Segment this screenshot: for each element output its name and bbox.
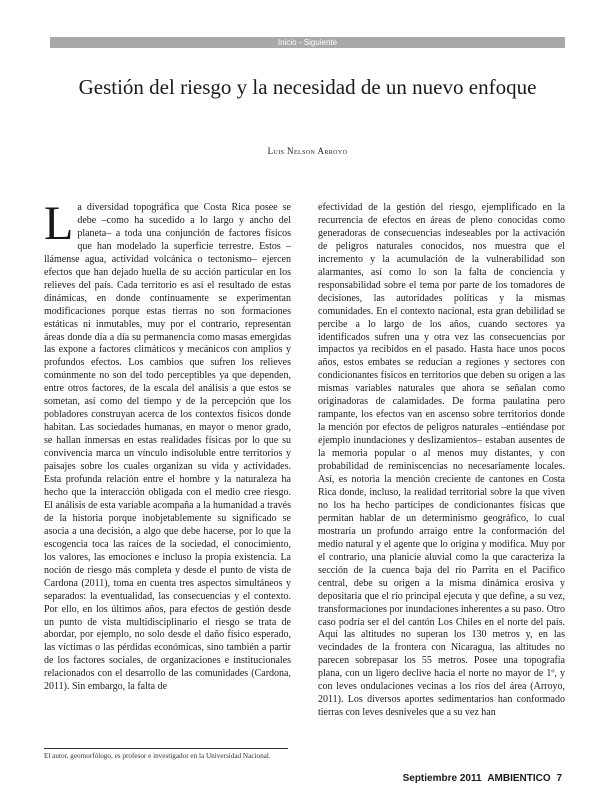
article-author: Luis Nelson Arroyo [267,146,348,156]
siguiente-link[interactable]: Siguiente [303,38,338,47]
footnote-divider [44,748,288,749]
drop-cap: L [44,197,74,250]
page-footer [400,773,562,784]
inicio-link[interactable]: Inicio [277,38,297,47]
left-column-text: a diversidad topográfica que Costa Rica posee se debe –como ha sucedido a lo largo y ancho del planeta– a toda una conjunción de factores físicos que han modelado la superficie terrestre. Estos –llámense agua, actividad volcánica o tectonismo– ejercen efectos que han dejado huella de su acción particular en los relieves del país. Cada territorio es así el resultado de estas dinámicas, en donde continuamente se experimentan modificaciones porque estas tierras no son formaciones estáticas ni inmutables, muy por el contrario, representan áreas donde día a día su permanencia como masas emergidas las expone a factores climáticos y mecánicos con amplios y profundos efectos. Los cambios que sufren los relieves comúnmente no son del todo perceptibles ya que dependen, entre otros factores, de la escala del análisis a que estos se sometan, así como del tiempo y de la percepción que los pobladores construyan acerca de los contextos físicos donde habitan. Las sociedades humanas, en mayor o menor grado, se hallan inmersas en estas realidades físicas por lo que su convivencia marca un vínculo indisoluble entre territorios y paisajes sobre los cuales organizan su vida y actividades. Esta profunda relación entre el hombre y la naturaleza ha hecho que la interacción obligada con el medio cree riesgo. El análisis de esta variable acompaña a la humanidad a través de la historia porque inobjetablemente su significado se asocia a una decisión, a algo que debe hacerse, por lo que la escogencia toca las raíces de la sociedad, el conocimiento, los valores, las emociones e incluso la propia existencia. La noción de riesgo más completa y desde el punto de vista de Cardona (2011), toma en cuenta tres aspectos simultáneos y separados: la eventualidad, las consecuencias y el contexto. Por ello, en los últimos años, para efectos de gestión desde un punto de vista multidisciplinario el riesgo se trata de abordar, por ejemplo, no solo desde el daño físico esperado, las víctimas o las pérdidas económicas, sino también a partir de los factores sociales, de organizaciones e institucionales relacionados con el desarrollo de las comunidades (Cardona, 2011). Sin embargo, la falta de [44,202,291,693]
article-title: Gestión del riesgo y la necesidad de un nuevo enfoque [78,75,537,99]
nav-separator: - [296,38,304,47]
right-column [318,202,565,784]
issue-date: Septiembre 2011 [402,773,482,784]
page-number: 7 [556,773,562,784]
page-nav-bar [50,37,565,48]
left-column [44,197,291,764]
right-column-text: efectividad de la gestión del riesgo, ejemplificado en la recurrencia de efectos en áreas de pleno conocidas como generadoras de consecuencias indeseables por la activación de peligros naturales conocidos, nos muestra que el incremento y la acumulación de la vulnerabilidad son alarmantes, así como lo son la falta de conciencia y responsabilidad sobre el tema por parte de los tomadores de decisiones, las autoridades políticas y la mismas comunidades. En el contexto nacional, esta gran debilidad se percibe a lo largo de los años, cuando sectores ya identificados sufren una y otra vez las consecuencias por impactos ya recibidos en el pasado. Hasta hace unos pocos años, estos embates se reducían a regiones y sectores con condicionantes físicos en territorios que deben su origen a las mismas variables naturales que ahora se señalan como originadoras de calamidades. De forma paulatina pero rampante, los efectos van en ascenso sobre territorios donde la mención por efectos de peligros naturales –entiéndase por ejemplo inundaciones y deslizamientos– estaban ausentes de la memoria popular o al menos muy distantes, y con probabilidad de reminiscencias no necesariamente locales. Así, es notoria la mención creciente de cantones en Costa Rica donde, incluso, la realidad territorial sobre la que viven no los ha hecho partícipes de condicionantes físicas que permitan hablar de un determinismo geográfico, lo cual mostraría un profundo arraigo entre la conformación del medio natural y el agente que lo origina y modifica. Muy por el contrario, una planicie aluvial como la que caracteriza la sección de la cuenca baja del río Parrita en el Pacífico central, debe su origen a la misma dinámica erosiva y depositaria que el río principal ejecuta y que define, a su vez, transformaciones por inundaciones inherentes a su paso. Otro caso podría ser el del cantón Los Chiles en el norte del país. Aquí las altitudes no superan los 130 metros y, en las vecindades de la frontera con Nicaragua, las altitudes no parecen sobrepasar los 55 metros. Posee una topografía plana, con un ligero declive hacia el norte no mayor de 1º, y con leves ondulaciones vecinas a los ríos del área (Arroyo, 2011). Los diversos aportes sedimentarios han conformado tierras con leves desniveles que a su vez han [318,202,565,719]
magazine-name: AMBIENTICO [487,773,551,784]
author-footnote: El autor, geomorfólogo, es profesor e investigador en la Universidad Nacional. [44,752,271,760]
